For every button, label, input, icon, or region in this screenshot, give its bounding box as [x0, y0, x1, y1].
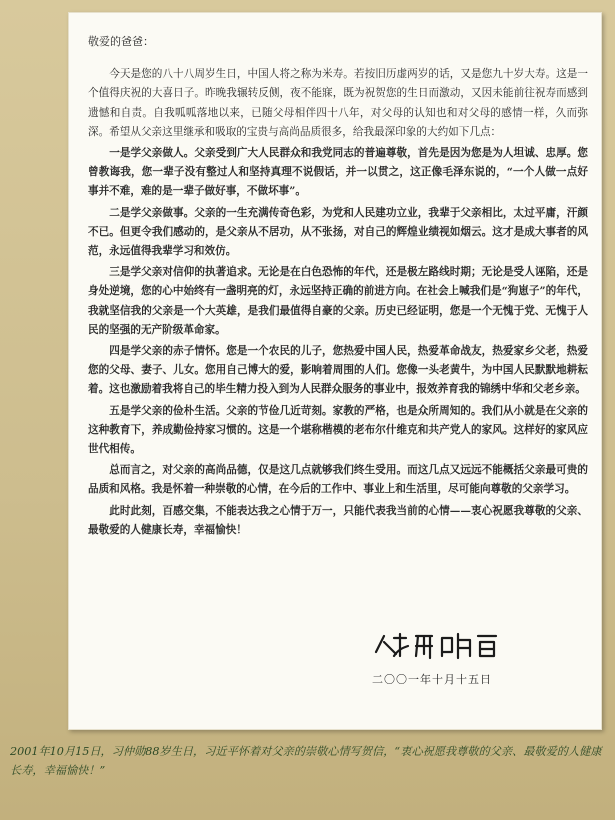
- paragraph-point-3: 三是学父亲对信仰的执著追求。无论是在白色恐怖的年代，还是极左路线时期；无论是受人诬陷，还是身处逆境，您的心中始终有一盏明亮的灯，永远坚持正确的前进方向。在社会上喊我们是“狗崽子”的年代，我就坚信我的父亲是一个大英雄，是我们最值得自豪的父亲。历史已经证明，您是一个无愧于党、无愧于人民的坚强的无产阶级革命家。: [88, 266, 588, 336]
- letter-date: 二〇〇一年十月十五日: [372, 673, 492, 686]
- paragraph-point-2: 二是学父亲做事。父亲的一生充满传奇色彩，为党和人民建功立业，我辈于父亲相比，太过平庸，汗颜不已。但更令我们感动的，是父亲从不居功，从不张扬，对自己的辉煌业绩视如烟云。这才是成大事者的风范，永远值得我辈学习和效仿。: [88, 206, 588, 258]
- paragraph-closing: 此时此刻，百感交集，不能表达我之心情于万一，只能代表我当前的心情——衷心祝愿我尊敬的父亲、最敬爱的人健康长寿，幸福愉快！: [88, 504, 588, 536]
- exhibit-caption: 2001年10月15日，习仲勋88岁生日，习近平怀着对父亲的崇敬心情写贺信，“衷心祝愿我尊敬的父亲、最敬爱的人健康长寿，幸福愉快！”: [10, 745, 602, 777]
- paragraph-intro: 今天是您的八十八周岁生日，中国人将之称为米寿。若按旧历虚两岁的话，又是您九十岁大寿。这是一个值得庆祝的大喜日子。昨晚我辗转反侧，夜不能寐，既为祝贺您的生日而激动，又因未能前往祝寿而感到遗憾和自责。自我呱呱落地以来，已随父母相伴四十八年，对父母的认知也和对父母的感情一样，久而弥深。希望从父亲这里继承和吸取的宝贵与高尚品质很多，给我最深印象的大约如下几点：: [88, 68, 588, 138]
- paragraph-summary: 总而言之，对父亲的高尚品德，仅是这几点就够我们终生受用。而这几点又远远不能概括父亲最可贵的品质和风格。我是怀着一种崇敬的心情，在今后的工作中、事业上和生活里，尽可能向尊敬的父亲学习。: [88, 464, 588, 496]
- salutation: 敬爱的爸爸：: [88, 35, 154, 48]
- paragraph-point-5: 五是学父亲的俭朴生活。父亲的节俭几近苛刻。家教的严格，也是众所周知的。我们从小就是在父亲的这种教育下，养成勤俭持家习惯的。这是一个堪称楷模的老布尔什维克和共产党人的家风。这样好的家风应世代相传。: [88, 404, 588, 456]
- paragraph-point-4: 四是学父亲的赤子情怀。您是一个农民的儿子，您热爱中国人民，热爱革命战友，热爱家乡父老，热爱您的父母、妻子、儿女。您用自己博大的爱，影响着周围的人们。您像一头老黄牛，为中国人民默默地耕耘着。这也激励着我将自己的毕生精力投入到为人民群众服务的事业中，报效养育我的锦绣中华和父老乡亲。: [88, 345, 588, 396]
- letter-body: [88, 32, 588, 542]
- paragraph-point-1: 一是学父亲做人。父亲受到广大人民群众和我党同志的普遍尊敬，首先是因为您是为人坦诚、忠厚。您曾教诲我，您一辈子没有整过人和坚持真理不说假话，并一以贯之，这正像毛泽东说的，“一个人做一点好事并不难，难的是一辈子做好事，不做坏事”。: [88, 147, 588, 198]
- handwritten-signature: [372, 628, 502, 662]
